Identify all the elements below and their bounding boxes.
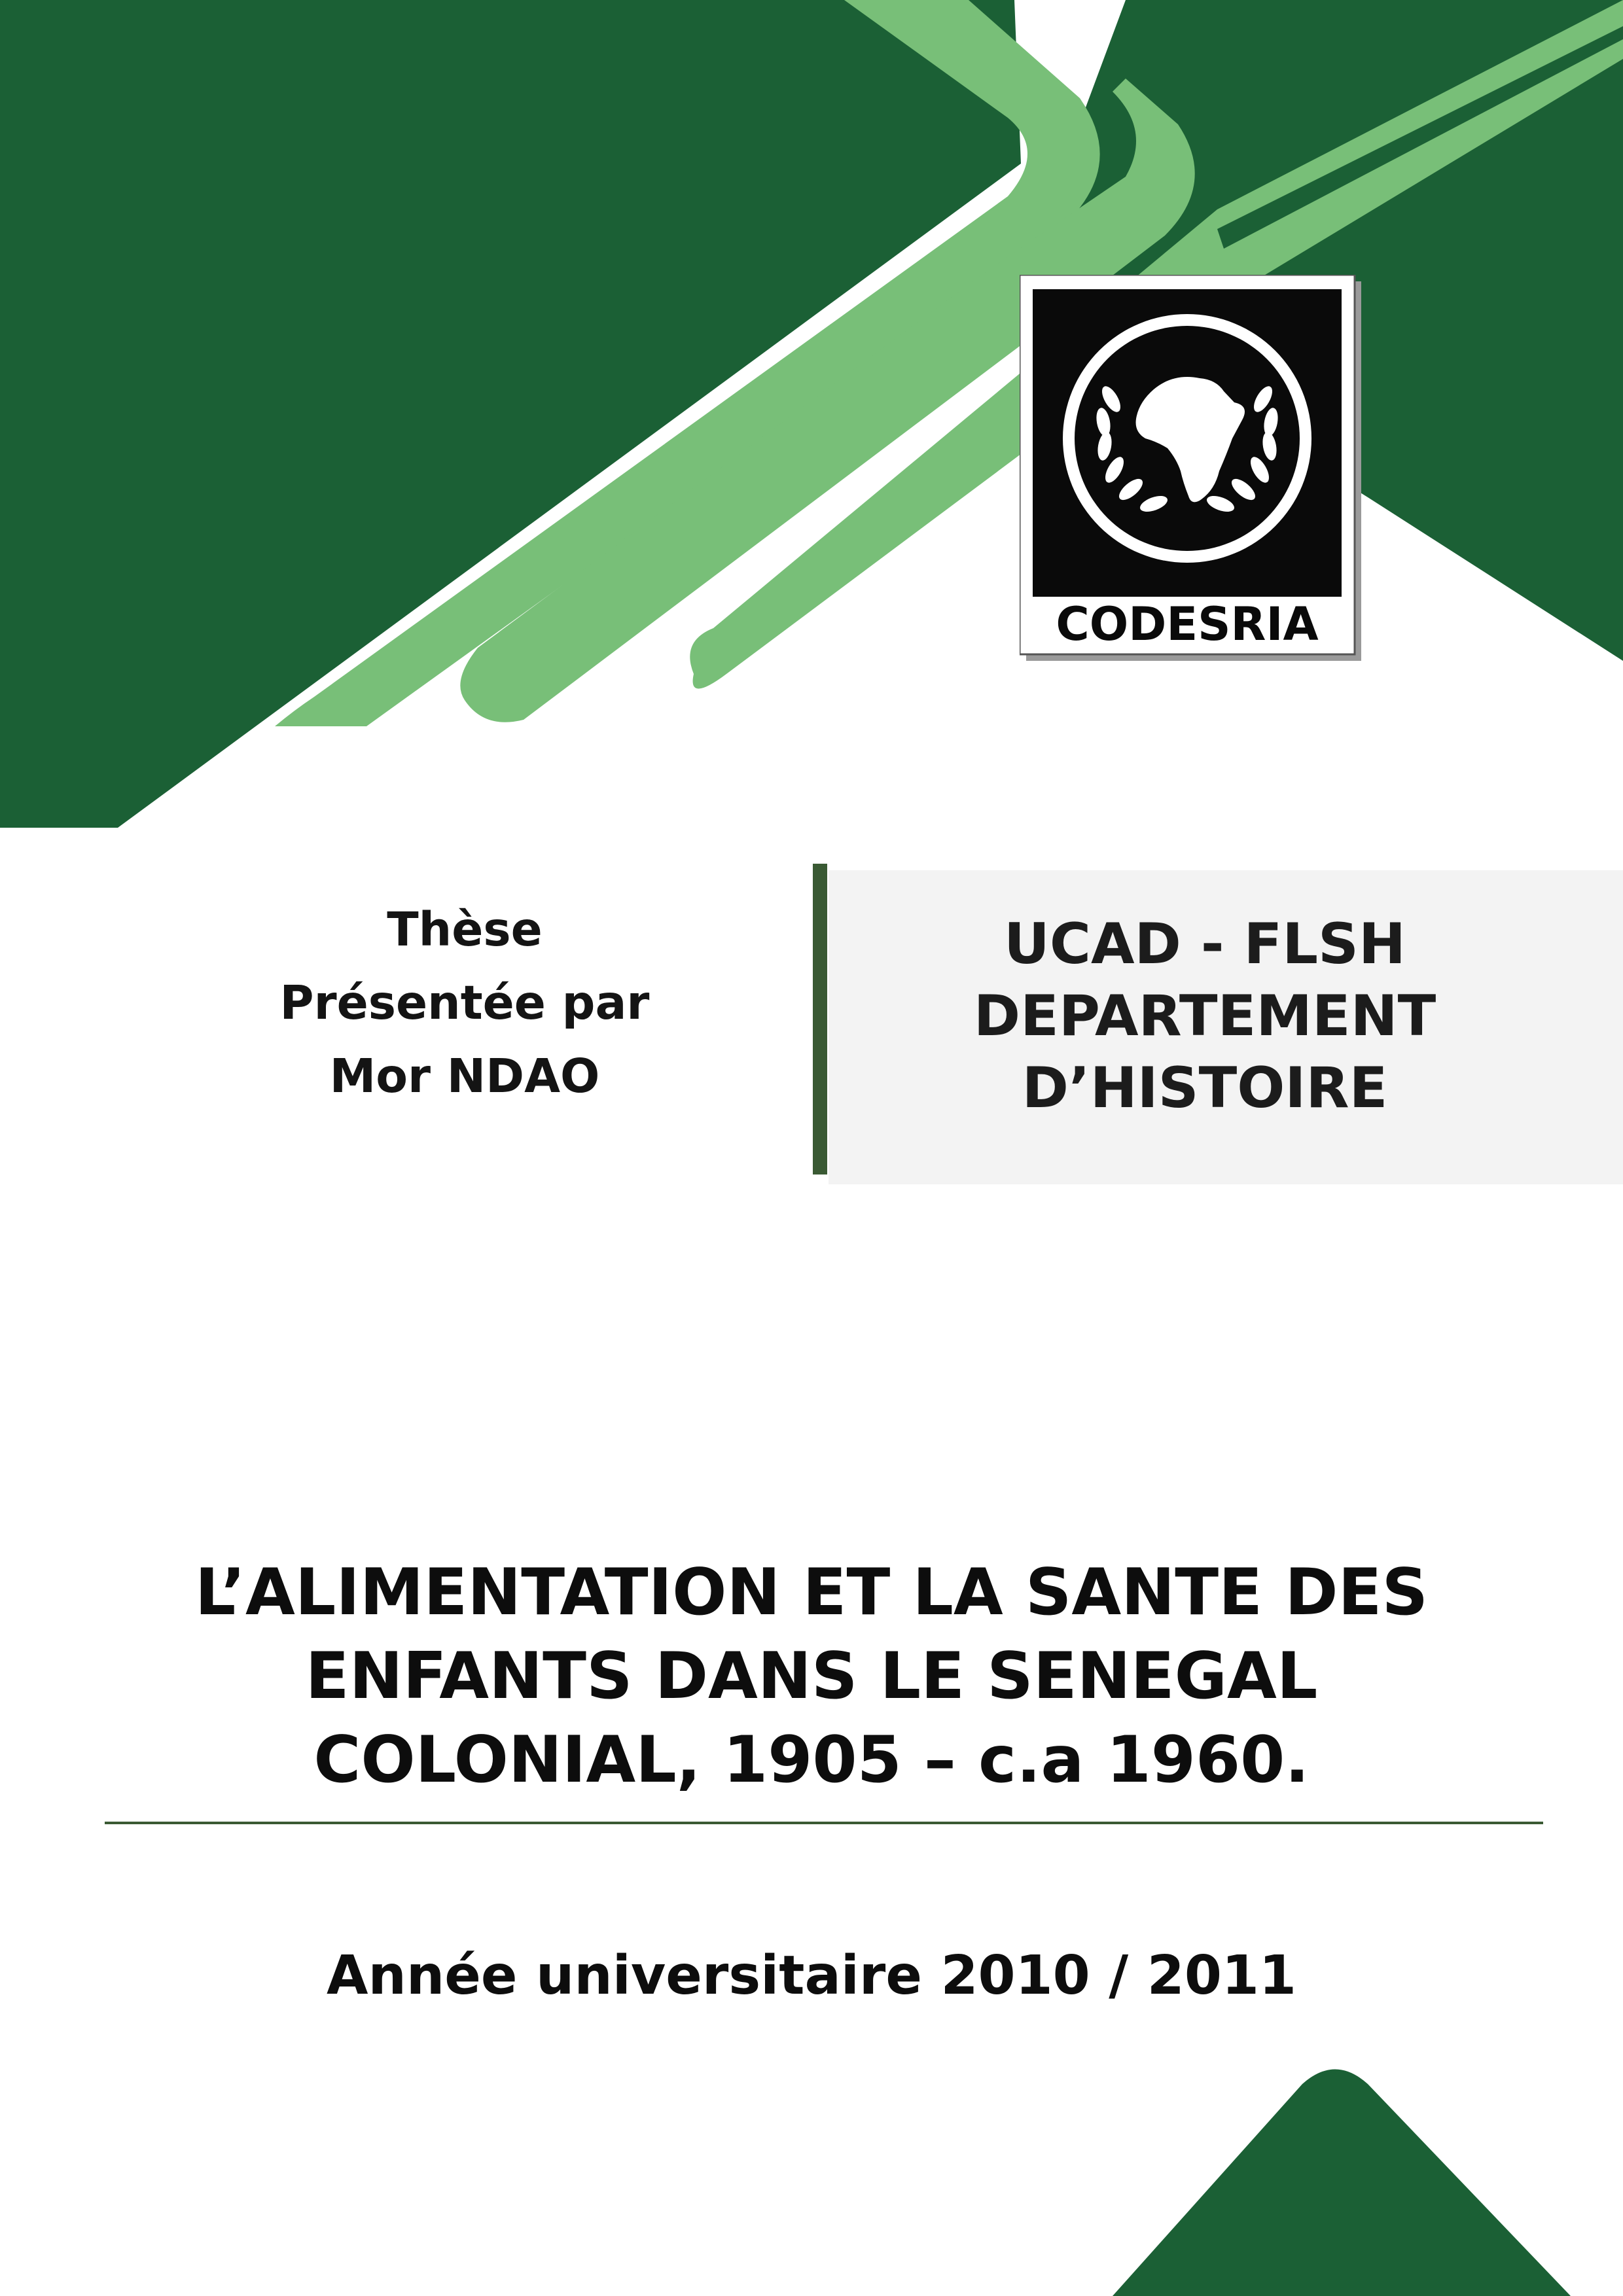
department-name: D’HISTOIRE <box>1022 1055 1388 1121</box>
title-line-3: COLONIAL, 1905 – c.a 1960. <box>313 1723 1310 1797</box>
thesis-label: Thèse <box>387 902 543 957</box>
title-line-1: L’ALIMENTATION ET LA SANTE DES <box>194 1555 1429 1630</box>
department-label: DEPARTEMENT <box>973 983 1436 1049</box>
bottom-decorative-shape <box>0 2055 1623 2296</box>
university-faculty: UCAD - FLSH <box>1004 911 1406 977</box>
institution-block <box>829 908 1581 1124</box>
author-block <box>177 893 753 1113</box>
title-underline <box>105 1822 1543 1824</box>
presented-by-label: Présentée par <box>279 976 650 1030</box>
vertical-divider <box>813 864 827 1174</box>
logo-wordmark: CODESRIA <box>1056 597 1319 651</box>
top-decorative-shapes <box>0 0 1623 851</box>
thesis-title <box>65 1551 1558 1802</box>
title-line-2: ENFANTS DANS LE SENEGAL <box>305 1639 1318 1714</box>
academic-year: Année universitaire 2010 / 2011 <box>326 1945 1296 2007</box>
author-name: Mor NDAO <box>329 1049 600 1103</box>
dark-green-triangle-bottom <box>1113 2070 1571 2296</box>
codesria-logo <box>1020 275 1361 661</box>
